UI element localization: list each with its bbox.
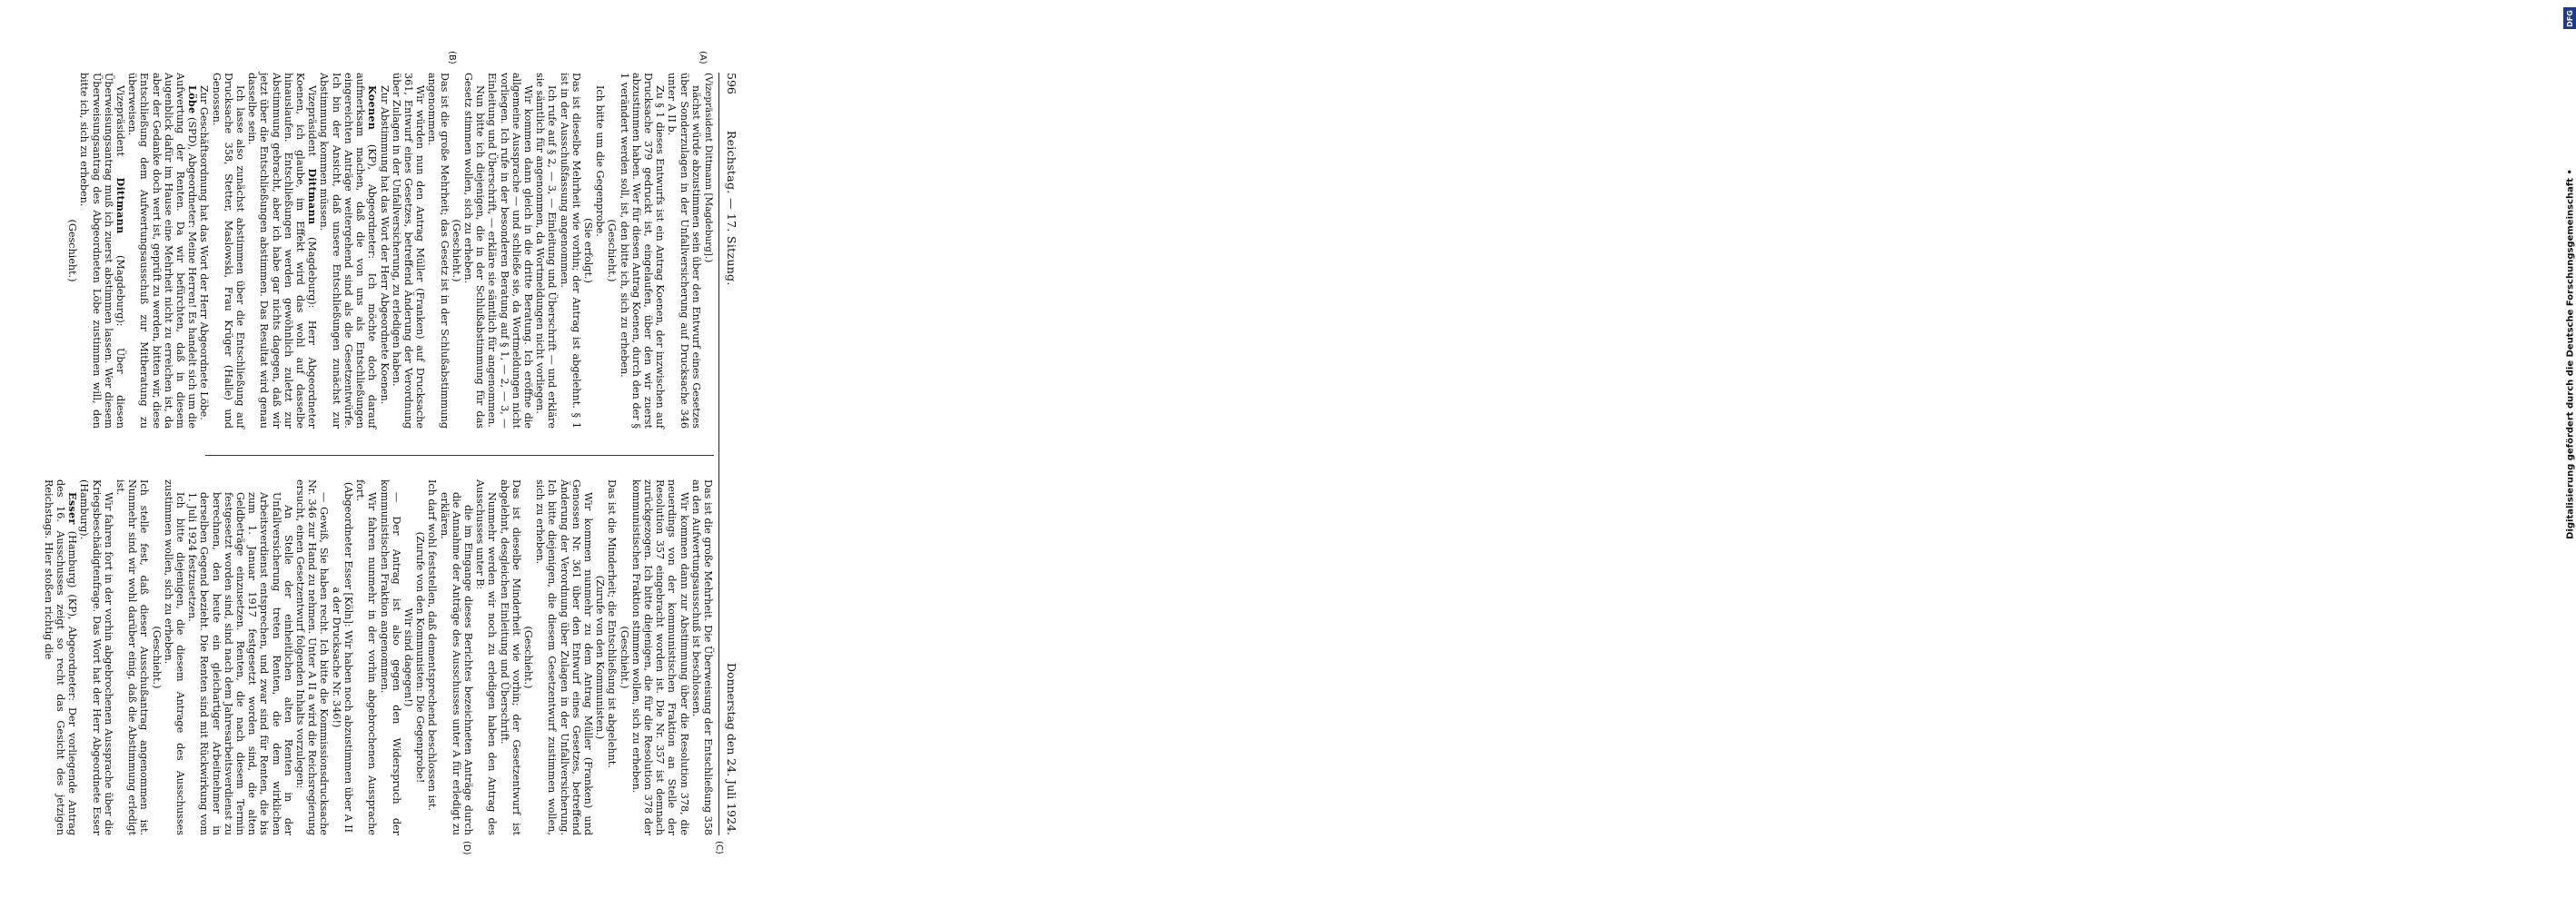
speech-text: (KP), Abgeordneter: Ich möchte doch darauf aufmerksam machen, daß die von uns als Entschließungen eingereichten Anträge weitergehend sind als die Gesetzentwürfe. Ich bin der Ansicht, daß unsere Entschließungen zunächst zur Abstimmung kommen müssen. bbox=[318, 73, 379, 429]
stage-direction: (Geschieht.) bbox=[150, 626, 163, 689]
speech-text: (Magdeburg): Herr Abgeordneter Koenen, ich glaube, im Effekt wird das wohl auf dasselbe hinauslaufen. Entschließungen werden gewöhnlich zuletzt zur Abstimmung gebracht, aber ich habe gar nichts dagegen, daß wir jetzt über die Entschließungen abstimmen. Das Resultat wird genau dasselbe sein. bbox=[246, 73, 319, 429]
paragraph: Wir kommen nunmehr zu dem Antrag Müller (Franken) und Genossen Nr. 361 über den Entwurf eines Gesetzes, betreffend Änderung der Verordnung über Zulagen in der Unfallversicherung. Ich bitte diejenigen, die diesem Gesetzentwurf zustimmen wollen, sich zu erheben. bbox=[534, 479, 594, 835]
stage-direction: (Geschieht.) bbox=[521, 626, 534, 689]
paragraph: Ich rufe auf § 2, — 3, — Einleitung und Überschrift — und erkläre sie sämtlich für angenommen, da Wortmeldungen nicht vorliegen. bbox=[534, 73, 559, 429]
page-number: 596 bbox=[725, 73, 738, 94]
paragraph: Das ist die Minderheit; die Entschließung ist abgelehnt. bbox=[606, 479, 619, 768]
margin-mark-a: (A) bbox=[698, 51, 708, 64]
dfg-sidebar: DFG Digitalisierung gefördert durch die Deutsche Forschungsgemeinschaft • bbox=[1277, 0, 1303, 908]
stage-direction: (Geschieht.) bbox=[450, 219, 462, 282]
stage-direction: (Geschieht.) bbox=[66, 219, 79, 282]
speaker-name: Dittmann bbox=[306, 168, 320, 225]
paragraph: Das ist die große Mehrheit; das Gesetz ist in der Schlußabstimmung angenommen. bbox=[426, 73, 451, 429]
stage-direction: (Abgeordneter Esser [Köln]: Wir haben noch abzustimmen über A II a der Drucksache Nr. 346!) bbox=[330, 481, 354, 834]
paragraph: Zu § 1 dieses Entwurfs ist ein Antrag Koenen, der inzwischen auf Drucksache 379 gedruckt ist, eingelaufen, über den wir zuerst abzustimmen haben. Wer für diesen Antrag Koenen, durch den der § 1 verändert werden soll, ist, den bitte ich, sich zu erheben. bbox=[618, 73, 667, 429]
paragraph: — Der Antrag ist also gegen den Widerspruch der kommunistischen Fraktion angenommen. bbox=[378, 479, 402, 835]
paragraph: Ich darf wohl feststellen, daß dementsprechend beschlossen ist. bbox=[426, 479, 439, 811]
stage-direction: (Sie erfolgt.) bbox=[581, 218, 594, 283]
paragraph: Wir kommen dann zur Abstimmung über die Resolution 378, die neuerdings von der kommunistischen Fraktion an Stelle der Resolution 357 eingebracht worden ist. Die Nr. 357 ist demnach zurückgezogen. Ich bitte diejenigen, die für die Resolution 378 der kommunistischen Fraktion stimmen wollen, sich zu erheben. bbox=[629, 479, 690, 835]
stage-direction: (Geschieht.) bbox=[606, 219, 619, 282]
page-header bbox=[718, 73, 738, 835]
paragraph: Das ist die große Mehrheit. Die Überweisung der Entschließung 358 an den Aufwertungsausschuß ist beschlossen. bbox=[689, 479, 714, 835]
speech-text: (SPD), Abgeordneter: Meine Herren! Es handelt sich um die Aufwertung der Renten. Da wir befürchten, daß in diesem Augenblick dafür im Hause eine Mehrheit nicht zu erreichen ist, da aber der Gedanke doch wert ist, geprüft zu werden, bitten wir, diese Entschließung dem Aufwertungsausschuß zur Mitberatung zu überweisen. bbox=[126, 73, 199, 429]
speaker-continuation: (Vizepräsident Dittmann [Magdeburg].) bbox=[703, 73, 714, 263]
protocol-page bbox=[42, 45, 745, 863]
paragraph: Ich lasse also zunächst abstimmen über die Entschließung auf Drucksache 358, Stetter, Maslowski, Frau Krüger (Halle) und Genossen. bbox=[210, 73, 247, 429]
dfg-logo: DFG bbox=[2563, 7, 2576, 29]
paragraph: Ich bitte um die Gegenprobe. bbox=[594, 85, 607, 237]
speaker-name: Dittmann bbox=[114, 177, 128, 234]
stage-direction: (Zurufe von den Kommunisten: Die Gegenprobe! bbox=[414, 531, 427, 784]
paragraph: Das ist dieselbe Minderheit wie vorhin; der Gesetzentwurf ist abgelehnt, desgleichen Einleitung und Überschrift. bbox=[498, 479, 522, 835]
speaker-paragraph bbox=[318, 73, 378, 429]
stage-direction: Wir sind dagegen!) bbox=[401, 607, 414, 707]
speaker-name: Koenen bbox=[366, 85, 380, 131]
speaker-role: Vizepräsident bbox=[306, 85, 319, 169]
session-date: Donnerstag den 24. Juli 1924. bbox=[725, 663, 738, 835]
speaker-paragraph bbox=[246, 73, 318, 429]
paragraph: Nun bitte ich diejenigen, die in der Schlußabstimmung für das Gesetz stimmen wollen, sich zu erheben. bbox=[461, 73, 487, 429]
margin-mark-b: (B) bbox=[447, 51, 457, 64]
paragraph: Wir fahren fort in der vorhin abgebrochenen Aussprache über die Kriegsbeschädigtenfrage. Das Wort hat der Herr Abgeordnete Esser (Hamburg). bbox=[78, 479, 114, 835]
speaker-name: Löbe bbox=[186, 85, 200, 114]
paragraph: — Gewiß, Sie haben recht. Ich bitte die Kommissionsdrucksache Nr. 346 zur Hand zu nehmen. Unter A II a wird die Reichsregierung ersucht, einen Gesetzentwurf folgenden Inhalts vorzulegen: bbox=[294, 479, 331, 835]
paragraph: Wir kommen dann gleich in die dritte Beratung. Ich eröffne die allgemeine Aussprache — und schließe sie, da Wortmeldungen nicht vorliegen. Ich rufe in der besonderen Beratung auf § 1, — 2, — 3, — Einleitung und Überschrift, — erkläre sie sämtlich für angenommen. bbox=[486, 73, 534, 429]
margin-mark-d: (D) bbox=[461, 841, 471, 855]
right-column bbox=[42, 479, 714, 835]
paragraph: Zur Geschäftsordnung hat das Wort der Herr Abgeordnete Löbe. bbox=[198, 85, 211, 420]
paragraph: Wir fahren nunmehr in der vorhin abgebrochenen Aussprache fort. bbox=[354, 479, 379, 835]
paragraph: Zur Abstimmung hat das Wort der Herr Abgeordnete Koenen. bbox=[378, 85, 391, 405]
paragraph: Ich stelle fest, daß dieser Ausschußantrag angenommen ist. Nunmehr sind wir wohl darüber einig, daß die Abstimmung erledigt ist. bbox=[114, 479, 151, 835]
stage-direction: (Geschieht.) bbox=[618, 626, 630, 689]
speech-text: (Hamburg) (KP), Abgeordneter: Der vorliegende Antrag des 16. Ausschusses zeigt so recht das Gesicht des jetzigen Reichstags. Hier stoßen richtig die bbox=[42, 479, 79, 835]
paragraph: Nunmehr werden wir noch zu erledigen haben den Antrag des Ausschusses unter B: bbox=[474, 479, 499, 835]
paragraph: Das ist dieselbe Mehrheit wie vorhin; der Antrag ist abgelehnt. § 1 ist in der Ausschußfassung angenommen. bbox=[558, 73, 582, 429]
paragraph: An Stelle der einheitlichen alten Renten in der Unfallversicherung treten Renten, die dem wirklichen Arbeitsverdienst entsprechen, und zwar sind für Renten, die bis zum 1. Januar 1917 festgesetzt worden sind, die alten Geldbeträge einzusetzen. Renten, die nach diesem Termin festgesetzt worden sind, sind nach dem Jahresarbeitsverdienst zu berechnen, den heute ein gleichartiger Arbeitnehmer in derselben Gegend bezieht. Die Renten sind mit Rückwirkung vom 1. Juli 1924 festzusetzen. bbox=[186, 492, 294, 835]
paragraph: die im Eingange dieses Berichtes bezeichneten Anträge durch die Annahme der Anträge des Ausschusses unter A für erledigt zu erklären. bbox=[438, 492, 474, 835]
speaker-name: Esser bbox=[66, 492, 80, 525]
paragraph: nächst würde abzustimmen sein über den Entwurf eines Gesetzes über Sonderzulagen in der Unfallversicherung auf Drucksache 346 unter A II b. bbox=[666, 73, 702, 429]
speaker-paragraph bbox=[43, 479, 79, 835]
speaker-role: Vizepräsident bbox=[114, 85, 127, 178]
stage-direction: (Zurufe von den Kommunisten.) bbox=[594, 575, 607, 740]
speaker-paragraph bbox=[126, 73, 198, 429]
speaker-paragraph bbox=[78, 73, 126, 429]
paragraph: Ich bitte diejenigen, die diesem Antrage des Ausschusses zustimmen wollen, sich zu erheben. bbox=[162, 479, 187, 835]
paragraph: Wir würden nun den Antrag Müller (Franken) auf Drucksache 361, Entwurf eines Gesetzes, betreffend Änderung der Verordnung über Zulagen in der Unfallversicherung, zu erledigen haben. bbox=[390, 73, 427, 429]
running-title: Reichstag. — 17. Sitzung. bbox=[725, 130, 738, 286]
left-column bbox=[66, 73, 714, 429]
column-divider bbox=[205, 455, 714, 456]
speech-text: (Magdeburg): Über diesen Überweisungsantrag muß ich zuerst abstimmen lassen. Wer diesem Überweisungsantrag des Abgeordneten Löbe zustimmen will, den bitte ich, sich zu erheben. bbox=[78, 73, 127, 429]
margin-mark-c: (C) bbox=[714, 841, 724, 854]
